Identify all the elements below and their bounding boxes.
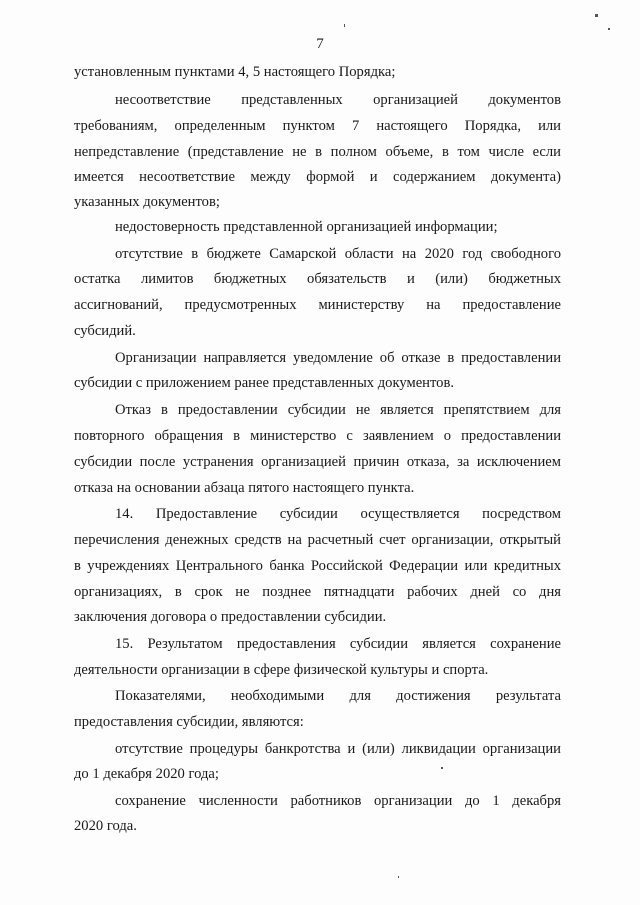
text-line: Показателями, необходимыми для достижения результата bbox=[115, 688, 561, 704]
text-line: 2020 года. bbox=[74, 818, 137, 834]
text-line: имеется несоответствие между формой и содержанием документа) bbox=[74, 169, 561, 185]
text-line: субсидии с приложением ранее представленных документов. bbox=[74, 375, 454, 391]
text-line: деятельности организации в сфере физической культуры и спорта. bbox=[74, 662, 489, 678]
text-line: организациях, в срок не позднее пятнадцати рабочих дней со дня bbox=[74, 584, 561, 600]
text-line: остатка лимитов бюджетных обязательств и (или) бюджетных bbox=[74, 271, 561, 287]
scan-mark bbox=[595, 14, 598, 17]
text-line: требованиям, определенным пунктом 7 настоящего Порядка, или bbox=[74, 118, 561, 134]
text-line: повторного обращения в министерство с заявлением о предоставлении bbox=[74, 428, 561, 444]
text-line: несоответствие представленных организацией документов bbox=[115, 92, 561, 108]
text-line: субсидии после устранения организацией причин отказа, за исключением bbox=[74, 454, 561, 470]
text-line: заключения договора о предоставлении субсидии. bbox=[74, 609, 387, 625]
text-line: субсидий. bbox=[74, 323, 136, 339]
text-line: до 1 декабря 2020 года; bbox=[74, 766, 219, 782]
text-line: ассигнований, предусмотренных министерству на предоставление bbox=[74, 297, 561, 313]
text-line: 15. Результатом предоставления субсидии является сохранение bbox=[115, 636, 561, 652]
text-line: перечисления денежных средств на расчетный счет организации, открытый bbox=[74, 532, 561, 548]
text-line: недостоверность представленной организацией информации; bbox=[115, 219, 498, 235]
scan-mark bbox=[398, 876, 399, 878]
scan-mark bbox=[608, 28, 610, 30]
text-line: Отказ в предоставлении субсидии не является препятствием для bbox=[115, 402, 561, 418]
scan-mark bbox=[344, 24, 345, 27]
text-line: непредставление (представление не в полном объеме, в том числе если bbox=[74, 144, 561, 160]
text-line: отсутствие процедуры банкротства и (или) ликвидации организации bbox=[115, 741, 561, 757]
scan-mark bbox=[441, 767, 443, 769]
text-line: 14. Предоставление субсидии осуществляется посредством bbox=[115, 506, 561, 522]
text-line: указанных документов; bbox=[74, 194, 220, 210]
page-number: 7 bbox=[316, 36, 324, 52]
text-line: установленным пунктами 4, 5 настоящего Порядка; bbox=[74, 64, 396, 80]
text-line: Организации направляется уведомление об отказе в предоставлении bbox=[115, 350, 561, 366]
text-line: сохранение численности работников организации до 1 декабря bbox=[115, 793, 561, 809]
text-line: отсутствие в бюджете Самарской области на 2020 год свободного bbox=[115, 246, 561, 262]
text-line: в учреждениях Центрального банка Российской Федерации или кредитных bbox=[74, 558, 561, 574]
text-line: предоставления субсидии, являются: bbox=[74, 714, 304, 730]
text-line: отказа на основании абзаца пятого настоящего пункта. bbox=[74, 480, 415, 496]
